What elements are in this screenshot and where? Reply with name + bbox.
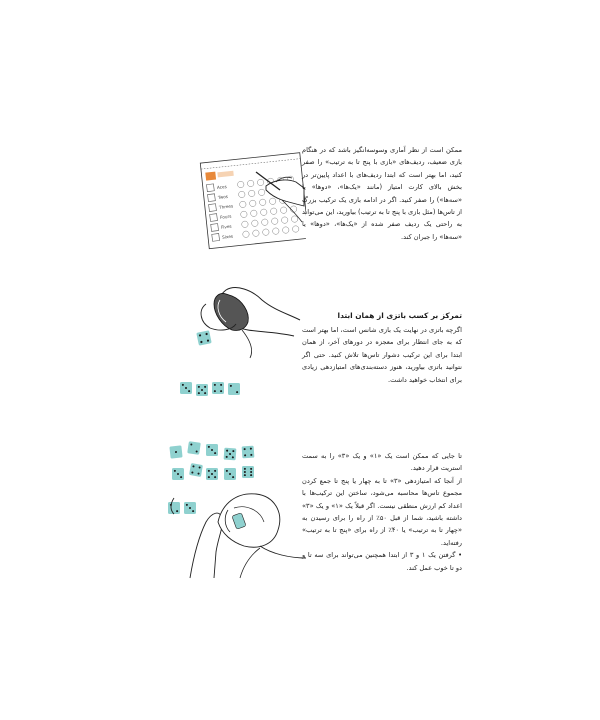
die — [206, 444, 218, 456]
scorecard-row-label: Sixes — [221, 233, 234, 240]
die — [196, 384, 208, 396]
die — [228, 383, 240, 395]
section-3-bullet: • گرفتن یک ۱ و ۳ از ابتدا همچنین می‌تواند برای سه تا و دو تا خوب عمل کند. — [302, 551, 463, 572]
rolling-dice-illustration — [160, 434, 310, 580]
scorecard-illustration — [196, 142, 306, 250]
die — [196, 330, 211, 345]
scorecard-die-icon — [208, 194, 216, 202]
scorecard-die-icon — [210, 214, 218, 222]
scorecard-row-label: Threes — [218, 203, 234, 210]
die — [187, 441, 201, 455]
scorecard-die-icon — [207, 184, 215, 192]
die — [180, 382, 192, 394]
die — [172, 468, 184, 480]
die — [184, 502, 196, 514]
section-1-paragraph: ممکن است از نظر آماری وسوسه‌انگیز باشد که در هنگام بازی ضعیف، ردیف‌های «بازی با پنج تا به ترتیب» را صفر کنید، اما بهتر است که ابتدا ردیف‌های با اعداد پایین‌تر در بخش بالای کارت امتیاز (مانند «یک‌ها»، «دوها» یا «سه‌ها») را صفر کنید. اگر در ادامه بازی یک ترکیب بزرگ از تاس‌ها (مثل بازی با پنج تا به ترتیب) بیاورید، این می‌تواند به راحتی یک ردیف صفر شده از «یک‌ها»، «دوها» یا «سه‌ها» را جبران کند. — [302, 146, 462, 241]
die — [242, 446, 255, 459]
shaking-dice-illustration — [170, 270, 310, 410]
die — [224, 468, 236, 480]
scorecard-row-label: Twos — [217, 193, 229, 200]
scorecard-row-label: Fives — [220, 223, 232, 230]
section-2-text — [302, 310, 462, 386]
section-2-heading: تمرکز بر کسب باتزی از همان ابتدا — [337, 311, 462, 320]
die — [168, 502, 180, 514]
section-3-text — [302, 450, 462, 574]
die — [189, 463, 203, 477]
scorecard-row-label: Fours — [219, 213, 232, 220]
die — [169, 445, 182, 458]
scorecard-die-icon — [212, 234, 220, 242]
die — [206, 468, 218, 480]
die — [242, 466, 254, 478]
scorecard-die-icon — [209, 204, 217, 212]
scorecard-row-label: Aces — [216, 183, 227, 191]
section-3-paragraph-2: از آنجا که امتیازدهی «۳» تا به چهار یا پنج تا جمع کردن مجموع تاس‌ها محاسبه می‌شود، ساختن این ترکیب‌ها با اعداد کم ارزش منطقی نیست. اگر قبلاً یک «۱» و یک «۳» داشته باشید، شما از قبل ۵۰٪ از راه را برای رسیدن به «چهار تا به ترتیب» یا ۴۰٪ از راه برای «پنج تا به ترتیب» رفته‌اید. — [302, 476, 462, 547]
section-1-text — [302, 144, 462, 243]
die — [224, 448, 237, 461]
section-2-paragraph: اگرچه باتزی در نهایت یک بازی شانس است، اما بهتر است که به جای انتظار برای معجزه در دورهای آخر، از همان ابتدا برای این ترکیب دشوار تاس‌ها تلاش کنید. حتی اگر نتوانید باتزی بیاورید، هنوز دسته‌بندی‌های امتیازدهی زیادی برای انتخاب خواهید داشت. — [302, 326, 462, 384]
die — [212, 382, 224, 394]
section-3-paragraph-1: تا جایی که ممکن است یک «۱» و یک «۳» را به سمت استریت قرار دهید. — [302, 452, 462, 473]
scorecard-die-icon — [211, 224, 219, 232]
